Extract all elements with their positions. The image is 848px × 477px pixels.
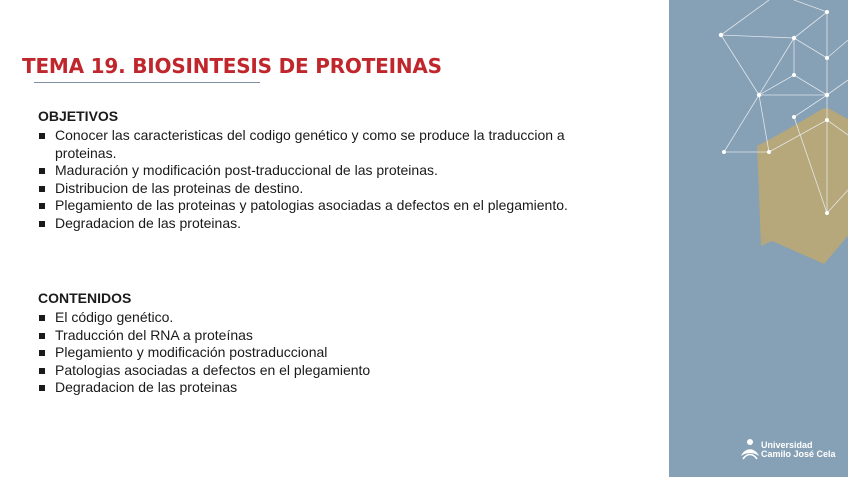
list-item-text: Maduración y modificación post-traduccional de las proteinas.	[55, 162, 438, 178]
square-bullet-icon	[39, 186, 45, 192]
contenidos-list	[38, 309, 618, 397]
list-item-text: El código genético.	[55, 309, 174, 325]
list-item	[38, 344, 618, 362]
list-item-text: Degradacion de las proteinas	[55, 379, 238, 395]
contenidos-section	[38, 290, 618, 397]
list-item	[38, 309, 618, 327]
list-item-text: Degradacion de las proteinas.	[55, 214, 242, 231]
square-bullet-icon	[39, 333, 45, 339]
list-item-text: proteinas.	[55, 144, 117, 161]
square-bullet-icon	[39, 315, 45, 321]
list-item-text: Distribucion de las proteinas de destino.	[55, 179, 304, 196]
list-item	[38, 162, 618, 180]
logo-text-line2: Camilo José Cela	[761, 449, 836, 459]
square-bullet-icon	[39, 350, 45, 356]
list-item-continuation	[38, 145, 618, 163]
square-bullet-icon	[39, 221, 45, 227]
decorative-side-panel	[669, 0, 848, 477]
list-item	[38, 197, 618, 215]
university-logo	[740, 438, 840, 462]
square-bullet-icon	[39, 368, 45, 374]
list-item-text: Patologias asociadas a defectos en el plegamiento	[55, 361, 371, 378]
list-item-text: Plegamiento de las proteinas y patologias asociadas a defectos en el plegamiento.	[55, 197, 568, 213]
list-item	[38, 215, 618, 233]
list-item	[38, 379, 618, 397]
objetivos-list	[38, 127, 618, 232]
list-item-text: Plegamiento y modificación postraduccional	[55, 344, 328, 360]
ucjc-logo-icon	[740, 438, 760, 460]
objetivos-heading: OBJETIVOS	[38, 108, 119, 124]
list-item	[38, 362, 618, 380]
network-pattern-graphic	[669, 0, 848, 477]
logo-text-line1: Universidad	[761, 440, 813, 450]
square-bullet-icon	[39, 203, 45, 209]
objetivos-section	[38, 108, 618, 232]
slide-title: TEMA 19. BIOSINTESIS DE PROTEINAS	[22, 54, 442, 78]
square-bullet-icon	[39, 133, 45, 139]
list-item	[38, 180, 618, 198]
contenidos-heading: CONTENIDOS	[38, 290, 132, 306]
list-item	[38, 327, 618, 345]
title-underline	[34, 82, 260, 83]
hexagon-shape	[761, 108, 848, 264]
square-bullet-icon	[39, 385, 45, 391]
list-item-text: Traducción del RNA a proteínas	[55, 326, 253, 343]
square-bullet-icon	[39, 168, 45, 174]
list-item-text: Conocer las caracteristicas del codigo genético y como se produce la traduccion a	[55, 127, 565, 143]
list-item	[38, 127, 618, 145]
